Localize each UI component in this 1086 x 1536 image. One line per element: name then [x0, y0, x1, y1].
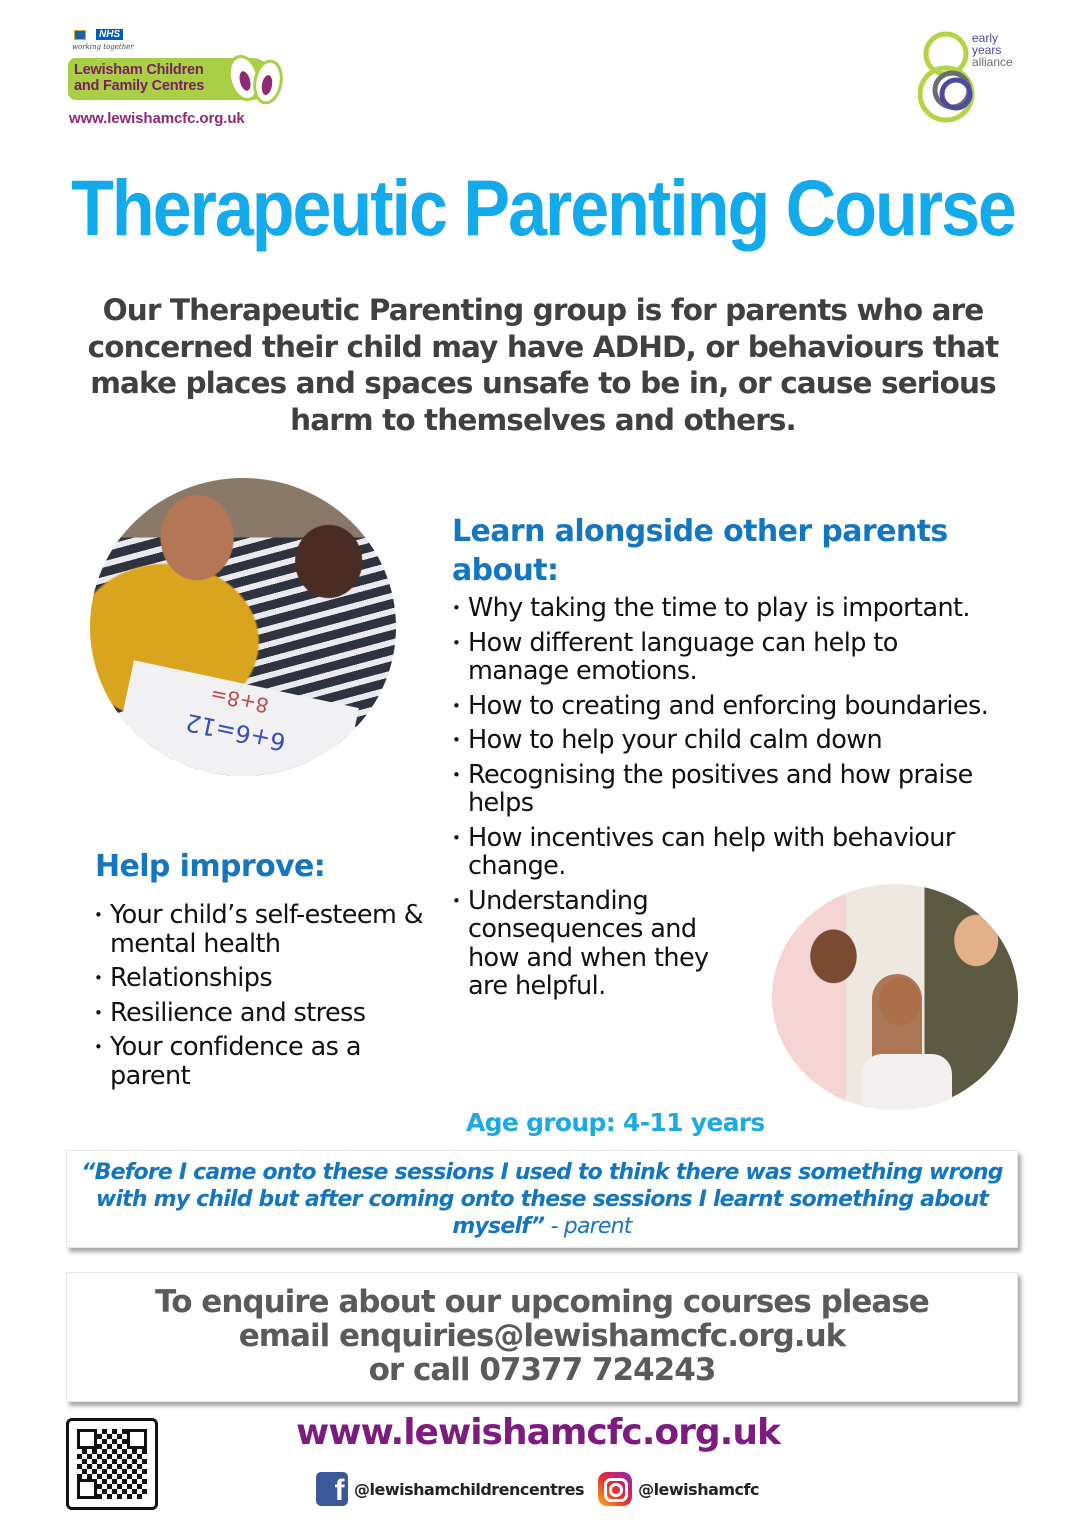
learn-heading: Learn alongside other parents about:	[452, 514, 948, 588]
facebook-handle[interactable]: @lewishamchildrencentres	[354, 1479, 585, 1499]
council-crest-icon	[74, 30, 86, 40]
learn-item: • Why taking the time to play is important.	[452, 594, 1052, 623]
lewisham-cfc-logo	[66, 26, 286, 134]
logo-url[interactable]: www.lewishamcfc.org.uk	[69, 110, 245, 127]
whiteboard-math-b: 8+8=	[208, 682, 271, 718]
logo-org-name	[74, 62, 204, 94]
photo-mother-child-high-five	[90, 478, 396, 776]
help-heading: Help improve:	[95, 849, 326, 884]
eya-word-years: years	[972, 43, 1002, 57]
early-years-alliance-logo	[918, 28, 1038, 128]
facebook-icon[interactable]: f	[316, 1472, 348, 1506]
eya-rings-icon	[918, 28, 978, 128]
photo-detail-shirt	[862, 1054, 952, 1110]
instagram-handle[interactable]: @lewishamcfc	[638, 1479, 759, 1499]
help-list	[94, 901, 444, 1096]
enquiry-email[interactable]: email enquiries@lewishamcfc.org.uk	[238, 1318, 846, 1354]
learn-item: • How to creating and enforcing boundaries.	[452, 692, 1052, 721]
logo-org-name-line1: Lewisham Children	[74, 62, 204, 78]
help-item: • Your confidence as a parent	[94, 1033, 394, 1090]
social-links	[316, 1472, 759, 1506]
eya-word-alliance: alliance	[972, 55, 1013, 69]
instagram-icon[interactable]	[598, 1472, 632, 1506]
nhs-row	[74, 29, 123, 40]
learn-item: • Understanding consequences and how and when they are helpful.	[452, 887, 742, 1001]
logo-tagline: working together	[72, 43, 134, 51]
enquiry-phone[interactable]: or call 07377 724243	[368, 1352, 716, 1388]
photo-fathers-daughter-laughing	[772, 884, 1018, 1110]
learn-item: • How to help your child calm down	[452, 726, 1052, 755]
learn-item: • How incentives can help with behaviour change.	[452, 824, 1012, 881]
page-title: Therapeutic Parenting Course	[71, 164, 1015, 252]
intro-paragraph: Our Therapeutic Parenting group is for parents who are concerned their child may have ADHD, or behaviours that make places and spaces unsafe to be in, or cause serious harm to themselves and others.	[87, 293, 999, 437]
learn-item: • Recognising the positives and how praise helps	[452, 761, 1022, 818]
footprints-icon	[224, 48, 284, 108]
testimonial-text	[67, 1159, 1017, 1240]
testimonial-quote: “Before I came onto these sessions I used to think there was something wrong with my child but after coming onto these sessions I learnt something about myself”	[81, 1160, 1003, 1239]
help-item: • Resilience and stress	[94, 999, 444, 1028]
whiteboard-math-a: 6+6=12	[183, 707, 289, 757]
help-item: • Your child’s self-esteem & mental health	[94, 901, 444, 958]
nhs-badge: NHS	[96, 29, 123, 40]
footer-website-link[interactable]: www.lewishamcfc.org.uk	[296, 1412, 780, 1453]
eya-wordmark	[972, 32, 1013, 68]
enquiry-line-1: To enquire about our upcoming courses please	[155, 1284, 929, 1320]
logo-org-name-line2: and Family Centres	[74, 78, 205, 94]
testimonial-attribution: - parent	[544, 1214, 632, 1239]
enquiry-box	[66, 1272, 1018, 1402]
eya-word-early: early	[972, 31, 999, 45]
learn-item: • How different language can help to manage emotions.	[452, 629, 952, 686]
help-item: • Relationships	[94, 964, 444, 993]
age-group-label: Age group: 4-11 years	[466, 1108, 765, 1137]
testimonial-box	[66, 1150, 1018, 1248]
